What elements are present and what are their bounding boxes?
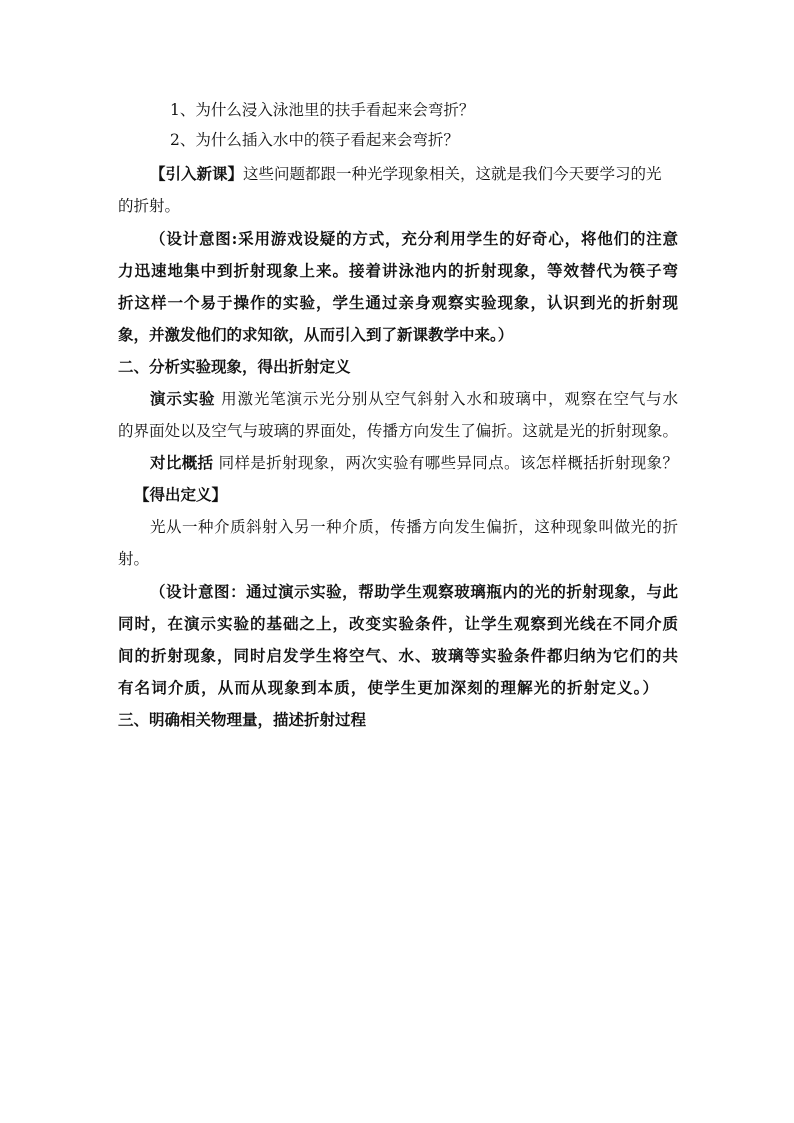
intro-text-1: 这些问题都跟一种光学现象相关，这就是我们今天要学习的光 [243, 165, 662, 183]
intro-paragraph-line-2: 的折射。 [118, 197, 181, 215]
design-note-1-line-4: 象，并激发他们的求知欲，从而引入到了新课教学中来。） [118, 325, 514, 344]
design-note-1-line-1: （设计意图:采用游戏设疑的方式，充分利用学生的好奇心，将他们的注意 [150, 229, 678, 248]
design-note-2-line-4: 有名词介质，从而从现象到本质，使学生更加深刻的理解光的折射定义。） [118, 678, 658, 697]
question-1: 1、为什么浸入泳池里的扶手看起来会弯折？ [170, 101, 475, 119]
compare-text: 同样是折射现象，两次实验有哪些异同点。该怎样概括折射现象？ [213, 454, 678, 472]
question-2: 2、为什么插入水中的筷子看起来会弯折？ [170, 131, 459, 149]
definition-label: 【得出定义】 [134, 485, 228, 504]
demo-experiment-line-2: 的界面处以及空气与玻璃的界面处，传播方向发生了偏折。这就是光的折射现象。 [118, 422, 678, 440]
definition-text-line-1: 光从一种介质斜射入另一种介质，传播方向发生偏折，这种现象叫做光的折 [150, 518, 678, 536]
design-note-2-line-2: 同时，在演示实验的基础之上，改变实验条件，让学生观察到光线在不同介质 [118, 614, 678, 633]
compare-summary-line [150, 453, 678, 473]
demo-experiment-line-1 [150, 389, 678, 409]
design-note-1-line-2: 力迅速地集中到折射现象上来。接着讲泳池内的折射现象，等效替代为筷子弯 [118, 261, 678, 280]
demo-text-1: 用激光笔演示光分别从空气斜射入水和玻璃中，观察在空气与水 [215, 390, 678, 408]
section-3-heading: 三、明确相关物理量，描述折射过程 [118, 710, 367, 729]
demo-label: 演示实验 [150, 389, 216, 408]
design-note-1-line-3: 折这样一个易于操作的实验，学生通过亲身观察实验现象，认识到光的折射现 [118, 293, 678, 312]
design-note-2-line-1: （设计意图：通过演示实验，帮助学生观察玻璃瓶内的光的折射现象，与此 [150, 582, 678, 601]
design-note-2-line-3: 间的折射现象，同时启发学生将空气、水、玻璃等实验条件都归纳为它们的共 [118, 646, 678, 665]
intro-label: 【引入新课】 [150, 164, 244, 183]
definition-text-line-2: 射。 [118, 550, 150, 568]
intro-paragraph-line-1 [150, 164, 680, 184]
compare-label: 对比概括 [150, 453, 214, 472]
section-2-heading: 二、分析实验现象，得出折射定义 [118, 357, 351, 376]
